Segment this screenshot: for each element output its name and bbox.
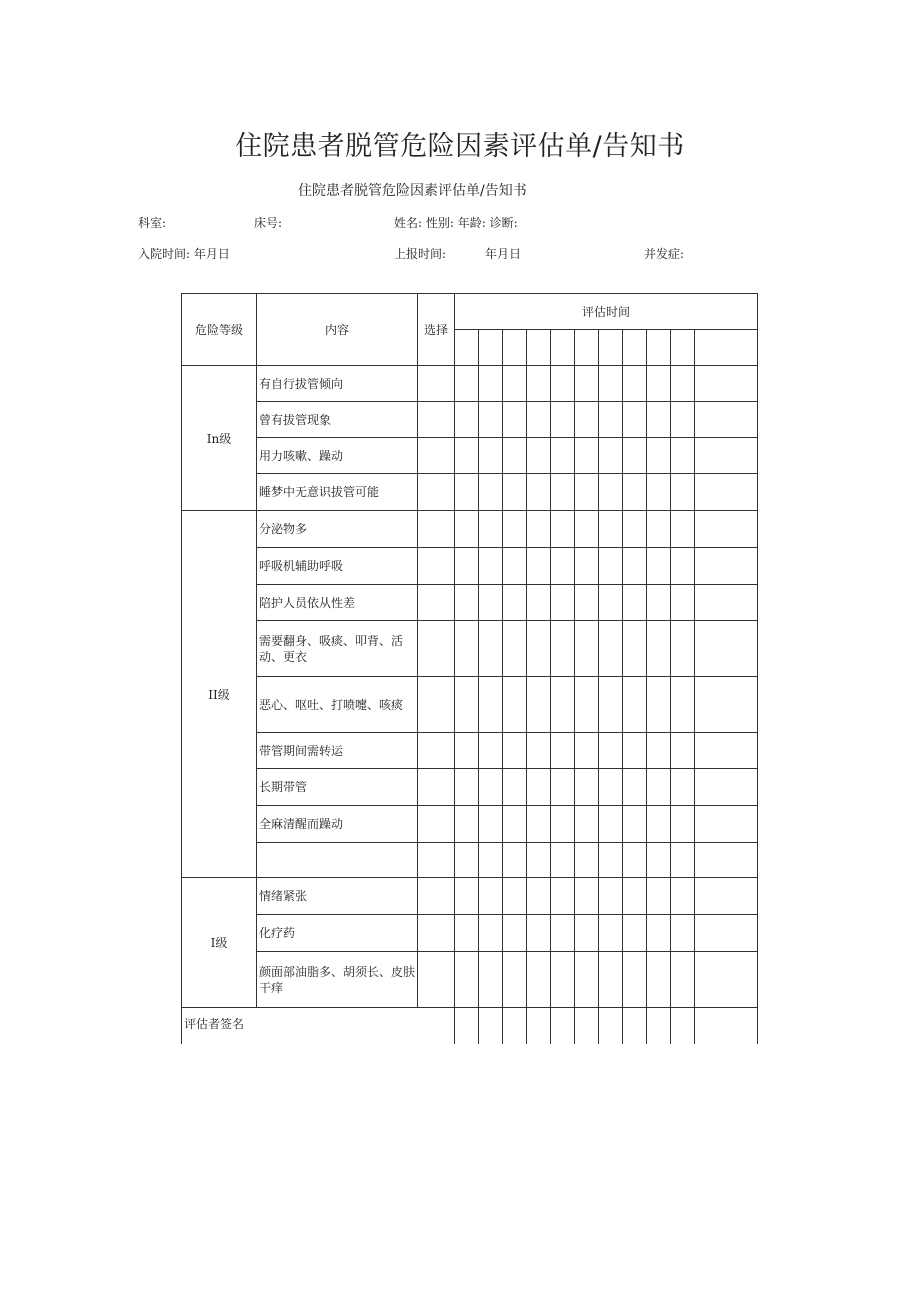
assessment-cell[interactable] bbox=[695, 677, 758, 733]
assessment-cell[interactable] bbox=[647, 806, 671, 843]
risk-factor-item: 全麻清醒而躁动 bbox=[257, 806, 418, 843]
select-cell[interactable] bbox=[418, 915, 455, 952]
assessment-cell[interactable] bbox=[647, 438, 671, 474]
assessment-cell[interactable] bbox=[575, 915, 599, 952]
assessment-cell[interactable] bbox=[623, 915, 647, 952]
assessment-cell[interactable] bbox=[455, 402, 479, 438]
assessment-cell[interactable] bbox=[527, 915, 551, 952]
assessment-cell[interactable] bbox=[575, 366, 599, 402]
content-header: 内容 bbox=[257, 294, 418, 366]
select-cell[interactable] bbox=[418, 878, 455, 915]
assessment-cell[interactable] bbox=[503, 438, 527, 474]
assessment-cell[interactable] bbox=[647, 548, 671, 585]
assessment-cell[interactable] bbox=[527, 548, 551, 585]
assessment-cell[interactable] bbox=[455, 474, 479, 511]
assessment-cell[interactable] bbox=[479, 769, 503, 806]
assessment-cell[interactable] bbox=[455, 878, 479, 915]
assessment-time-cell[interactable] bbox=[575, 330, 599, 366]
assessment-cell[interactable] bbox=[503, 769, 527, 806]
assessment-cell[interactable] bbox=[455, 548, 479, 585]
assessment-cell[interactable] bbox=[671, 677, 695, 733]
assessment-cell[interactable] bbox=[503, 511, 527, 548]
assessment-cell[interactable] bbox=[455, 733, 479, 769]
select-cell[interactable] bbox=[418, 438, 455, 474]
assessment-cell[interactable] bbox=[647, 366, 671, 402]
assessment-cell[interactable] bbox=[479, 733, 503, 769]
assessment-cell[interactable] bbox=[527, 952, 551, 1008]
assessment-cell[interactable] bbox=[647, 733, 671, 769]
assessment-cell[interactable] bbox=[599, 621, 623, 677]
risk-factor-item: 呼吸机辅助呼吸 bbox=[257, 548, 418, 585]
assessment-cell[interactable] bbox=[551, 952, 575, 1008]
assessment-cell[interactable] bbox=[527, 438, 551, 474]
assessment-cell[interactable] bbox=[455, 952, 479, 1008]
assessment-time-cell[interactable] bbox=[623, 330, 647, 366]
signature-label: 评估者签名 bbox=[182, 1008, 455, 1044]
assessment-cell[interactable] bbox=[599, 769, 623, 806]
assessment-cell[interactable] bbox=[647, 474, 671, 511]
select-cell[interactable] bbox=[418, 733, 455, 769]
assessment-cell[interactable] bbox=[503, 402, 527, 438]
assessment-cell[interactable] bbox=[599, 733, 623, 769]
patient-info-label: 姓名: 性别: 年龄: 诊断: bbox=[394, 216, 518, 230]
assessment-cell[interactable] bbox=[671, 878, 695, 915]
assessment-cell[interactable] bbox=[647, 915, 671, 952]
assessment-cell[interactable] bbox=[503, 733, 527, 769]
assessment-cell[interactable] bbox=[575, 878, 599, 915]
assessment-cell[interactable] bbox=[695, 585, 758, 621]
assessment-cell[interactable] bbox=[575, 585, 599, 621]
risk-factor-item: 情绪紧张 bbox=[257, 878, 418, 915]
assessment-cell[interactable] bbox=[503, 806, 527, 843]
assessment-cell[interactable] bbox=[551, 677, 575, 733]
assessment-cell[interactable] bbox=[575, 952, 599, 1008]
select-cell[interactable] bbox=[418, 677, 455, 733]
select-cell[interactable] bbox=[418, 366, 455, 402]
select-cell[interactable] bbox=[418, 769, 455, 806]
assessment-cell[interactable] bbox=[527, 677, 551, 733]
assessment-cell[interactable] bbox=[455, 511, 479, 548]
risk-factor-item: 曾有拔管现象 bbox=[257, 402, 418, 438]
assessment-cell[interactable] bbox=[551, 585, 575, 621]
table-row bbox=[182, 366, 758, 402]
assessment-cell[interactable] bbox=[623, 366, 647, 402]
assessment-cell[interactable] bbox=[575, 806, 599, 843]
assessment-cell[interactable] bbox=[479, 677, 503, 733]
select-cell[interactable] bbox=[418, 402, 455, 438]
assessment-time-cell[interactable] bbox=[695, 330, 758, 366]
report-date-label: 年月日 bbox=[485, 247, 522, 261]
assessment-cell[interactable] bbox=[575, 843, 599, 878]
assessment-time-cell[interactable] bbox=[527, 330, 551, 366]
assessment-cell[interactable] bbox=[623, 402, 647, 438]
assessment-cell[interactable] bbox=[527, 878, 551, 915]
table-row bbox=[182, 878, 758, 915]
assessment-cell[interactable] bbox=[527, 843, 551, 878]
table-row bbox=[182, 621, 758, 677]
assessment-cell[interactable] bbox=[551, 438, 575, 474]
assessment-cell[interactable] bbox=[527, 402, 551, 438]
table-row bbox=[182, 677, 758, 733]
assessment-cell[interactable] bbox=[647, 769, 671, 806]
assessment-cell[interactable] bbox=[671, 548, 695, 585]
assessment-cell[interactable] bbox=[623, 677, 647, 733]
assessment-cell[interactable] bbox=[575, 548, 599, 585]
assessment-cell[interactable] bbox=[647, 843, 671, 878]
assessment-cell[interactable] bbox=[623, 548, 647, 585]
assessment-cell[interactable] bbox=[647, 952, 671, 1008]
risk-factor-item: 化疗药 bbox=[257, 915, 418, 952]
assessment-cell[interactable] bbox=[695, 733, 758, 769]
assessment-cell[interactable] bbox=[479, 585, 503, 621]
risk-factor-item: 恶心、呕吐、打喷嚏、咳痰 bbox=[257, 677, 418, 733]
assessment-time-cell[interactable] bbox=[647, 330, 671, 366]
level-ii-cell: II级 bbox=[182, 511, 257, 878]
table-body bbox=[182, 294, 758, 1044]
assessment-time-cell[interactable] bbox=[503, 330, 527, 366]
assessment-cell[interactable] bbox=[671, 952, 695, 1008]
assessment-cell[interactable] bbox=[695, 952, 758, 1008]
risk-factor-item: 陪护人员依从性差 bbox=[257, 585, 418, 621]
assessment-cell[interactable] bbox=[551, 733, 575, 769]
assessment-cell[interactable] bbox=[647, 402, 671, 438]
assessment-cell[interactable] bbox=[527, 511, 551, 548]
select-cell[interactable] bbox=[418, 511, 455, 548]
assessment-cell[interactable] bbox=[479, 548, 503, 585]
assessment-cell[interactable] bbox=[671, 402, 695, 438]
assessment-cell[interactable] bbox=[623, 878, 647, 915]
risk-factor-item: 颜面部油脂多、胡须长、皮肤干痒 bbox=[257, 952, 418, 1008]
assessment-cell[interactable] bbox=[671, 511, 695, 548]
assessment-cell[interactable] bbox=[695, 402, 758, 438]
assessment-cell[interactable] bbox=[671, 769, 695, 806]
assessment-cell[interactable] bbox=[671, 366, 695, 402]
assessment-cell[interactable] bbox=[455, 806, 479, 843]
assessment-cell[interactable] bbox=[551, 769, 575, 806]
table-row bbox=[182, 402, 758, 438]
assessment-time-cell[interactable] bbox=[479, 330, 503, 366]
risk-factor-item: 有自行拔管倾向 bbox=[257, 366, 418, 402]
assessment-cell[interactable] bbox=[623, 843, 647, 878]
assessment-cell[interactable] bbox=[647, 621, 671, 677]
risk-factor-item: 长期带管 bbox=[257, 769, 418, 806]
assessment-time-cell[interactable] bbox=[551, 330, 575, 366]
assessment-cell[interactable] bbox=[575, 402, 599, 438]
select-cell[interactable] bbox=[418, 548, 455, 585]
assessment-cell[interactable] bbox=[623, 438, 647, 474]
signature-cell[interactable] bbox=[479, 1008, 503, 1044]
assessment-cell[interactable] bbox=[455, 621, 479, 677]
assessment-cell[interactable] bbox=[527, 585, 551, 621]
assessment-cell[interactable] bbox=[647, 585, 671, 621]
assessment-cell[interactable] bbox=[671, 806, 695, 843]
assessment-cell[interactable] bbox=[671, 438, 695, 474]
risk-factor-item: 睡梦中无意识拔管可能 bbox=[257, 474, 418, 511]
assessment-cell[interactable] bbox=[551, 366, 575, 402]
table-row bbox=[182, 843, 758, 878]
complication-label: 并发症: bbox=[644, 247, 685, 261]
assessment-cell[interactable] bbox=[695, 915, 758, 952]
table-row bbox=[182, 548, 758, 585]
assessment-cell[interactable] bbox=[551, 474, 575, 511]
assessment-cell[interactable] bbox=[551, 621, 575, 677]
assessment-cell[interactable] bbox=[479, 474, 503, 511]
assessment-cell[interactable] bbox=[551, 915, 575, 952]
assessment-cell[interactable] bbox=[479, 511, 503, 548]
assessment-cell[interactable] bbox=[455, 585, 479, 621]
assessment-cell[interactable] bbox=[551, 806, 575, 843]
assessment-cell[interactable] bbox=[503, 843, 527, 878]
table-row bbox=[182, 806, 758, 843]
department-label: 科室: bbox=[138, 216, 167, 230]
assessment-time-cell[interactable] bbox=[455, 330, 479, 366]
assessment-cell[interactable] bbox=[599, 915, 623, 952]
assessment-cell[interactable] bbox=[455, 915, 479, 952]
assessment-cell[interactable] bbox=[479, 843, 503, 878]
assessment-cell[interactable] bbox=[575, 511, 599, 548]
assessment-cell[interactable] bbox=[575, 621, 599, 677]
assessment-cell[interactable] bbox=[575, 733, 599, 769]
assessment-cell[interactable] bbox=[503, 677, 527, 733]
assessment-cell[interactable] bbox=[695, 366, 758, 402]
assessment-cell[interactable] bbox=[551, 843, 575, 878]
select-cell[interactable] bbox=[418, 474, 455, 511]
form-subtitle: 住院患者脱管危险因素评估单/告知书 bbox=[298, 183, 527, 199]
select-cell[interactable] bbox=[418, 585, 455, 621]
assessment-cell[interactable] bbox=[455, 843, 479, 878]
signature-cell[interactable] bbox=[647, 1008, 671, 1044]
assessment-time-header: 评估时间 bbox=[455, 294, 758, 330]
table-row bbox=[182, 474, 758, 511]
page-title: 住院患者脱管危险因素评估单/告知书 bbox=[235, 131, 685, 162]
assessment-cell[interactable] bbox=[503, 548, 527, 585]
assessment-time-cell[interactable] bbox=[671, 330, 695, 366]
assessment-cell[interactable] bbox=[455, 769, 479, 806]
assessment-cell[interactable] bbox=[599, 402, 623, 438]
assessment-cell[interactable] bbox=[599, 806, 623, 843]
assessment-cell[interactable] bbox=[647, 878, 671, 915]
signature-cell[interactable] bbox=[599, 1008, 623, 1044]
assessment-cell[interactable] bbox=[503, 952, 527, 1008]
assessment-cell[interactable] bbox=[695, 806, 758, 843]
assessment-cell[interactable] bbox=[671, 621, 695, 677]
assessment-cell[interactable] bbox=[503, 878, 527, 915]
signature-cell[interactable] bbox=[503, 1008, 527, 1044]
bed-label: 床号: bbox=[254, 216, 283, 230]
assessment-cell[interactable] bbox=[623, 474, 647, 511]
assessment-cell[interactable] bbox=[599, 511, 623, 548]
risk-factor-item bbox=[257, 843, 418, 878]
assessment-cell[interactable] bbox=[623, 511, 647, 548]
assessment-cell[interactable] bbox=[671, 915, 695, 952]
assessment-cell[interactable] bbox=[671, 843, 695, 878]
assessment-cell[interactable] bbox=[599, 843, 623, 878]
assessment-time-cell[interactable] bbox=[599, 330, 623, 366]
risk-factor-item: 需要翻身、吸痰、叩背、活动、更衣 bbox=[257, 621, 418, 677]
assessment-cell[interactable] bbox=[527, 474, 551, 511]
assessment-cell[interactable] bbox=[671, 733, 695, 769]
assessment-cell[interactable] bbox=[599, 366, 623, 402]
table-row bbox=[182, 733, 758, 769]
assessment-cell[interactable] bbox=[503, 915, 527, 952]
assessment-cell[interactable] bbox=[695, 843, 758, 878]
table-row bbox=[182, 438, 758, 474]
assessment-cell[interactable] bbox=[455, 438, 479, 474]
assessment-cell[interactable] bbox=[599, 585, 623, 621]
assessment-cell[interactable] bbox=[479, 915, 503, 952]
assessment-cell[interactable] bbox=[599, 952, 623, 1008]
report-time-label: 上报时间: bbox=[394, 247, 447, 261]
assessment-cell[interactable] bbox=[527, 366, 551, 402]
assessment-cell[interactable] bbox=[551, 878, 575, 915]
table-row bbox=[182, 952, 758, 1008]
assessment-cell[interactable] bbox=[623, 952, 647, 1008]
signature-cell[interactable] bbox=[551, 1008, 575, 1044]
assessment-cell[interactable] bbox=[479, 366, 503, 402]
assessment-cell[interactable] bbox=[695, 621, 758, 677]
assessment-cell[interactable] bbox=[623, 621, 647, 677]
table-row bbox=[182, 585, 758, 621]
assessment-cell[interactable] bbox=[599, 677, 623, 733]
select-cell[interactable] bbox=[418, 621, 455, 677]
assessment-cell[interactable] bbox=[551, 548, 575, 585]
risk-factor-item: 带管期间需转运 bbox=[257, 733, 418, 769]
assessment-cell[interactable] bbox=[599, 878, 623, 915]
table-row bbox=[182, 769, 758, 806]
assessment-cell[interactable] bbox=[623, 733, 647, 769]
assessment-cell[interactable] bbox=[503, 585, 527, 621]
assessment-cell[interactable] bbox=[695, 548, 758, 585]
signature-row bbox=[182, 1008, 758, 1044]
signature-cell[interactable] bbox=[527, 1008, 551, 1044]
assessment-cell[interactable] bbox=[527, 769, 551, 806]
assessment-cell[interactable] bbox=[551, 511, 575, 548]
assessment-cell[interactable] bbox=[623, 806, 647, 843]
assessment-cell[interactable] bbox=[623, 585, 647, 621]
assessment-cell[interactable] bbox=[695, 878, 758, 915]
admission-time-label: 入院时间: 年月日 bbox=[138, 247, 230, 261]
assessment-cell[interactable] bbox=[479, 402, 503, 438]
assessment-cell[interactable] bbox=[479, 621, 503, 677]
signature-cell[interactable] bbox=[455, 1008, 479, 1044]
select-cell[interactable] bbox=[418, 843, 455, 878]
signature-cell[interactable] bbox=[695, 1008, 758, 1044]
assessment-cell[interactable] bbox=[575, 677, 599, 733]
table-row bbox=[182, 915, 758, 952]
assessment-cell[interactable] bbox=[479, 952, 503, 1008]
assessment-cell[interactable] bbox=[527, 621, 551, 677]
signature-cell[interactable] bbox=[575, 1008, 599, 1044]
risk-level-header: 危险等级 bbox=[182, 294, 257, 366]
assessment-cell[interactable] bbox=[647, 511, 671, 548]
assessment-cell[interactable] bbox=[479, 438, 503, 474]
table-row bbox=[182, 511, 758, 548]
assessment-cell[interactable] bbox=[479, 878, 503, 915]
assessment-cell[interactable] bbox=[479, 806, 503, 843]
signature-cell[interactable] bbox=[623, 1008, 647, 1044]
assessment-cell[interactable] bbox=[623, 769, 647, 806]
header-row bbox=[182, 294, 758, 330]
assessment-cell[interactable] bbox=[527, 806, 551, 843]
assessment-cell[interactable] bbox=[599, 438, 623, 474]
risk-factor-item: 分泌物多 bbox=[257, 511, 418, 548]
assessment-cell[interactable] bbox=[695, 438, 758, 474]
assessment-cell[interactable] bbox=[695, 474, 758, 511]
assessment-cell[interactable] bbox=[455, 366, 479, 402]
assessment-cell[interactable] bbox=[575, 474, 599, 511]
level-in-cell: In级 bbox=[182, 366, 257, 511]
assessment-cell[interactable] bbox=[671, 474, 695, 511]
select-cell[interactable] bbox=[418, 806, 455, 843]
assessment-cell[interactable] bbox=[695, 769, 758, 806]
assessment-cell[interactable] bbox=[647, 677, 671, 733]
assessment-cell[interactable] bbox=[599, 474, 623, 511]
assessment-cell[interactable] bbox=[575, 438, 599, 474]
assessment-cell[interactable] bbox=[503, 621, 527, 677]
select-cell[interactable] bbox=[418, 952, 455, 1008]
assessment-cell[interactable] bbox=[527, 733, 551, 769]
assessment-cell[interactable] bbox=[503, 366, 527, 402]
assessment-cell[interactable] bbox=[455, 677, 479, 733]
assessment-cell[interactable] bbox=[575, 769, 599, 806]
risk-factor-item: 用力咳嗽、躁动 bbox=[257, 438, 418, 474]
assessment-cell[interactable] bbox=[695, 511, 758, 548]
signature-cell[interactable] bbox=[671, 1008, 695, 1044]
risk-assessment-table bbox=[181, 293, 758, 1044]
assessment-cell[interactable] bbox=[599, 548, 623, 585]
level-i-cell: I级 bbox=[182, 878, 257, 1008]
assessment-cell[interactable] bbox=[503, 474, 527, 511]
assessment-cell[interactable] bbox=[671, 585, 695, 621]
assessment-cell[interactable] bbox=[551, 402, 575, 438]
select-header: 选择 bbox=[418, 294, 455, 366]
